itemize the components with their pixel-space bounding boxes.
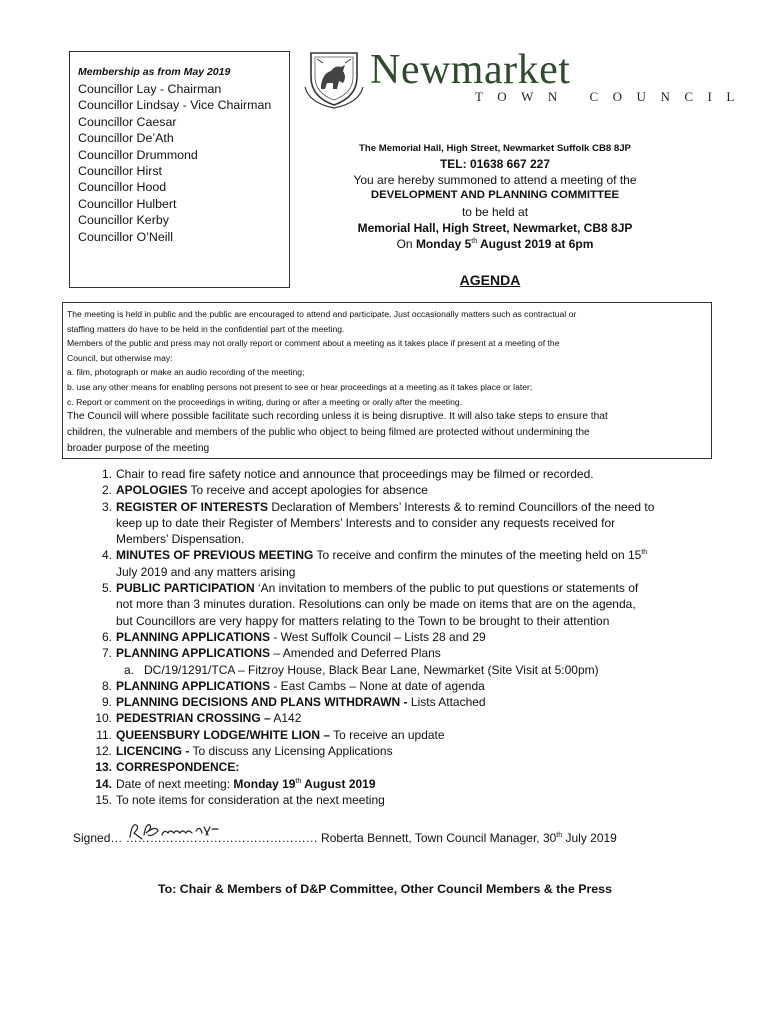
item-number: 7. — [101, 646, 112, 661]
subitem-letter: a. — [124, 662, 135, 677]
crest-icon — [303, 47, 365, 109]
item-superscript: th — [295, 777, 302, 785]
item-number: 14. — [95, 776, 112, 791]
agenda-item — [94, 678, 694, 694]
notice-line: b. use any other means for enabling persons not present to see or hear proceedings at a meeting as it takes place or later; — [67, 381, 533, 392]
signed-prefix: Signed… ………………………………………… — [73, 831, 318, 845]
item-text: - West Suffolk Council – Lists 28 and 29 — [270, 629, 486, 644]
agenda-item — [94, 629, 694, 645]
member-item: Councillor Lindsay - Vice Chairman — [78, 98, 272, 113]
notice-line: Council, but otherwise may: — [67, 352, 173, 363]
agenda-item — [94, 792, 694, 808]
item-number: 13. — [95, 760, 112, 775]
telephone: TEL: 01638 667 227 — [439, 157, 551, 171]
council-logo — [303, 47, 749, 109]
item-text: Date of next meeting: — [116, 776, 234, 791]
date-time: August 2019 at 6pm — [477, 237, 594, 251]
agenda-item — [94, 776, 694, 792]
item-number: 11. — [96, 727, 112, 742]
item-text: but Councillors are very happy for matters relating to the Town to be brought to their attention — [116, 613, 610, 628]
item-heading: PLANNING APPLICATIONS — [116, 629, 271, 644]
member-item: Councillor De’Ath — [78, 131, 174, 146]
held-at: to be held at — [461, 205, 529, 219]
item-text: Chair to read fire safety notice and announce that proceedings may be filmed or recorded. — [116, 467, 594, 481]
item-number: 3. — [101, 499, 112, 514]
member-item: Councillor O’Neill — [78, 229, 174, 244]
address: The Memorial Hall, High Street, Newmarket Suffolk CB8 8JP — [359, 143, 631, 154]
item-text: Lists Attached — [407, 695, 486, 710]
subitem-text: DC/19/1291/TCA – Fitzroy House, Black Bear Lane, Newmarket (Site Visit at 5:00pm) — [144, 662, 599, 677]
signature-line — [73, 831, 617, 845]
notice-closing-line: children, the vulnerable and members of the public who object to being filmed are protected without undermining the — [67, 427, 590, 439]
date-prefix: On — [396, 237, 416, 251]
item-number: 2. — [101, 483, 112, 498]
committee-name: DEVELOPMENT AND PLANNING COMMITTEE — [370, 189, 620, 201]
item-text: To discuss any Licensing Applications — [189, 744, 393, 759]
notice-line: c. Report or comment on the proceedings in writing, during or after a meeting or orally after the meeting. — [67, 396, 463, 407]
signature-icon — [126, 819, 238, 843]
notice-line: a. film, photograph or make an audio recording of the meeting; — [67, 367, 305, 378]
agenda-item — [94, 743, 694, 759]
item-text: – Amended and Deferred Plans — [270, 646, 441, 661]
agenda-item — [94, 466, 694, 482]
item-text: A142 — [270, 711, 302, 726]
notice-closing-line: broader purpose of the meeting — [67, 443, 210, 455]
item-text: To receive and accept apologies for absence — [187, 483, 428, 498]
item-number: 9. — [101, 695, 112, 710]
agenda-item — [94, 499, 694, 548]
agenda-subitem — [94, 662, 694, 678]
item-number: 4. — [101, 548, 112, 563]
item-date: August 2019 — [301, 776, 376, 791]
item-heading: APOLOGIES — [116, 483, 188, 498]
member-item: Councillor Kerby — [78, 213, 169, 228]
item-number: 1. — [101, 467, 112, 481]
item-heading: LICENCING - — [116, 744, 190, 759]
member-item: Councillor Hirst — [78, 164, 162, 179]
agenda-item — [94, 694, 694, 710]
item-text: To receive and confirm the minutes of the meeting held on 15 — [313, 548, 642, 563]
agenda-item — [94, 759, 694, 775]
notice-line: Members of the public and press may not orally report or comment about a meeting as it takes place if present at a meeting of the — [67, 338, 560, 349]
member-item: Councillor Drummond — [78, 147, 198, 162]
member-item: Councillor Lay - Chairman — [78, 82, 222, 96]
meeting-datetime — [300, 237, 690, 251]
notice-closing-line: The Council will where possible facilitate such recording unless it is being disruptive. It will also take steps to ensure that — [67, 411, 608, 423]
agenda-item — [94, 710, 694, 726]
item-heading: PLANNING APPLICATIONS — [116, 678, 271, 693]
member-item: Councillor Hulbert — [78, 196, 177, 211]
date-day: Monday 5 — [415, 237, 472, 251]
member-item: Councillor Caesar — [78, 114, 177, 129]
agenda-item — [94, 547, 694, 580]
member-item: Councillor Hood — [78, 180, 167, 195]
item-number: 15. — [95, 792, 112, 807]
notice-line: The meeting is held in public and the public are encouraged to attend and participate. Just occasionally matters such as contractual or — [67, 309, 577, 319]
item-number: 5. — [101, 581, 112, 596]
agenda-item — [94, 580, 694, 629]
item-text: Members’ Dispensation. — [116, 532, 245, 547]
item-text: not more than 3 minutes duration. Resolutions can only be made on items that are on the agenda, — [116, 597, 636, 612]
item-heading: PLANNING DECISIONS AND PLANS WITHDRAWN - — [116, 695, 408, 710]
venue: Memorial Hall, High Street, Newmarket, CB8 8JP — [357, 221, 633, 235]
notice-box — [62, 302, 712, 459]
logo-name: Newmarket — [370, 47, 571, 93]
item-text: Declaration of Members’ Interests & to remind Councillors of the need to — [268, 499, 655, 514]
item-text: ‘An invitation to members of the public to put questions or statements of — [254, 581, 639, 596]
item-heading: PUBLIC PARTICIPATION — [116, 581, 255, 596]
item-date: Monday 19 — [233, 776, 296, 791]
agenda-item — [94, 727, 694, 743]
item-heading: QUEENSBURY LODGE/WHITE LION – — [116, 727, 331, 742]
item-number: 10. — [95, 711, 112, 726]
logo-subtitle: TOWN COUNCIL — [475, 89, 749, 104]
item-text: To receive an update — [330, 727, 445, 742]
signed-name: Roberta Bennett, Town Council Manager, 30 — [317, 831, 557, 845]
item-number: 12. — [95, 744, 112, 759]
item-text: July 2019 and any matters arising — [116, 564, 296, 579]
item-superscript: th — [641, 549, 648, 557]
agenda-items — [94, 466, 694, 808]
item-number: 6. — [101, 629, 112, 644]
item-text: To note items for consideration at the next meeting — [116, 792, 385, 807]
agenda-item — [94, 482, 694, 498]
member-list — [78, 81, 289, 245]
signed-date-end: July 2019 — [562, 831, 617, 845]
item-heading: MINUTES OF PREVIOUS MEETING — [116, 548, 314, 563]
item-heading: PEDESTRIAN CROSSING – — [116, 711, 271, 726]
item-number: 8. — [101, 678, 112, 693]
distribution-line: To: Chair & Members of D&P Committee, Other Council Members & the Press — [158, 882, 612, 896]
date-suffix: th — [471, 238, 478, 245]
signed-superscript: th — [556, 832, 563, 839]
item-heading: CORRESPONDENCE: — [116, 760, 240, 775]
summon-text: You are hereby summoned to attend a meeting of the — [353, 173, 637, 187]
item-heading: PLANNING APPLICATIONS — [116, 646, 271, 661]
item-text: - East Cambs – None at date of agenda — [270, 678, 485, 693]
agenda-title: AGENDA — [459, 272, 521, 288]
membership-box — [69, 51, 290, 288]
item-heading: REGISTER OF INTERESTS — [116, 499, 269, 514]
notice-line: staffing matters do have to be held in the confidential part of the meeting. — [67, 323, 345, 334]
agenda-item — [94, 645, 694, 661]
item-text: keep up to date their Register of Members’ Interests and to consider any requests received for — [116, 515, 616, 530]
membership-title: Membership as from May 2019 — [78, 66, 231, 78]
